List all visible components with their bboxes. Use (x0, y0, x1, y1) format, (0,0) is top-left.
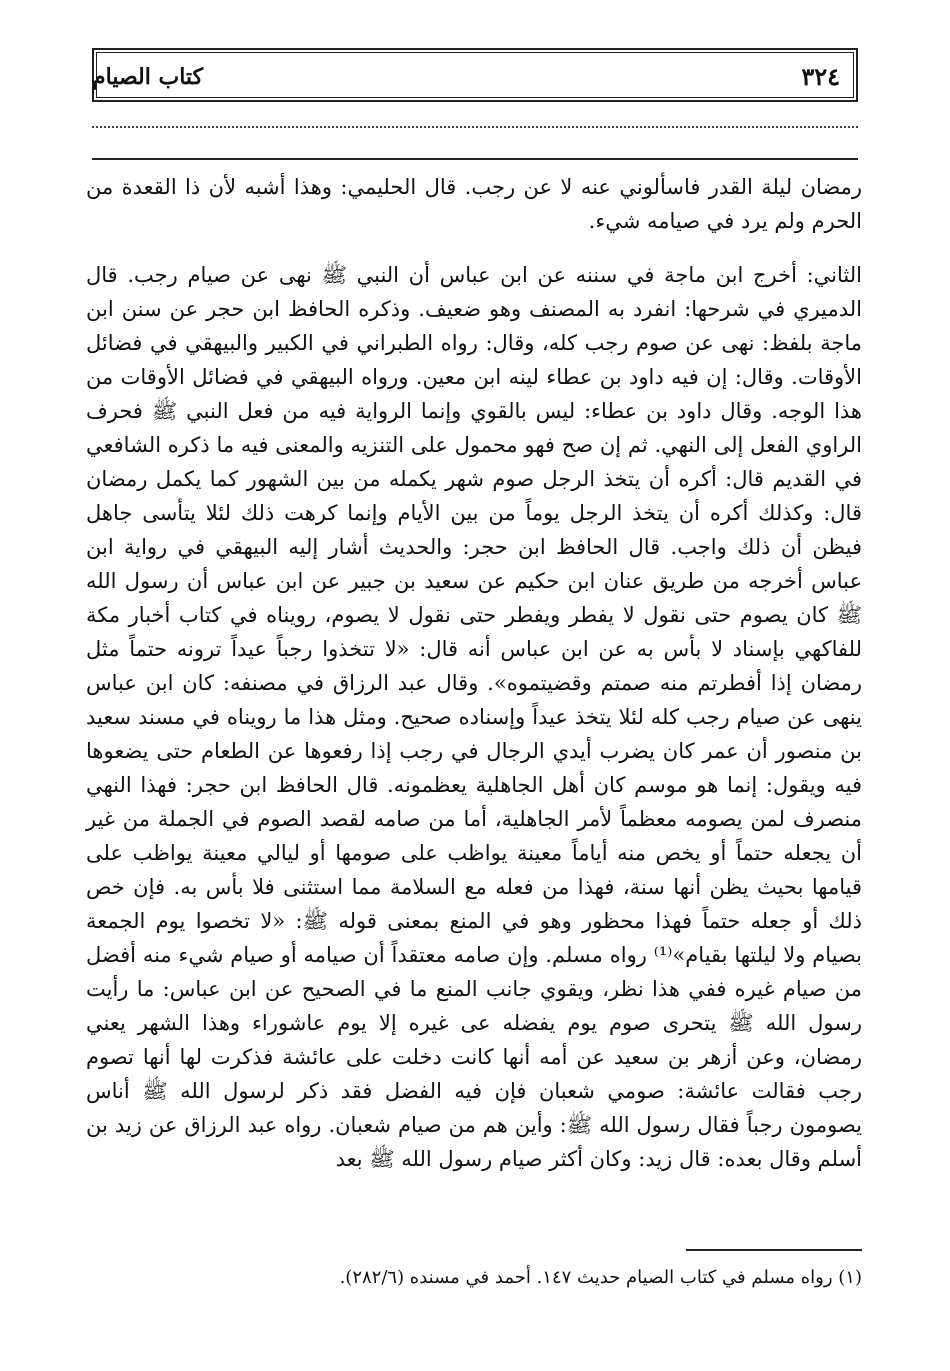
footnote-rule (686, 1249, 862, 1251)
header-rule (92, 158, 858, 160)
page-number: ٣٢٤ (801, 62, 840, 91)
paragraph: رمضان ليلة القدر فاسألوني عنه لا عن رجب. قال الحليمي: وهذا أشبه لأن ذا القعدة من الحرم ولم يرد في صيامه شيء. (86, 175, 862, 233)
footnote: (١) رواه مسلم في كتاب الصيام حديث ١٤٧. أحمد في مسنده (٢٨٢/٦). (339, 1267, 862, 1288)
paragraph: الثاني: أخرج ابن ماجة في سننه عن ابن عباس أن النبي ﷺ نهى عن صيام رجب. قال الدميري في شرحها: انفرد به المصنف وهو ضعيف. وذكره الحافظ ابن حجر عن سنن ابن ماجة بلفظ: نهى عن صوم رجب كله، وقال: رواه الطبراني في الكبير والبيهقي في فضائل الأوقات. وقال: إن فيه داود بن عطاء لينه ابن معين. ورواه البيهقي في فضائل الأوقات من هذا الوجه. وقال داود بن عطاء: ليس بالقوي وإنما الرواية فيه من فعل النبي ﷺ فحرف الراوي الفعل إلى النهي. ثم إن صح فهو محمول على التنزيه والمعنى فيه ما ذكره الشافعي في القديم قال: أكره أن يتخذ الرجل صوم شهر يكمله من بين الشهور كما يكمل رمضان قال: وكذلك أكره أن يتخذ الرجل يوماً من بين الأيام وإنما كرهت ذلك لئلا يتأسى جاهل فيظن أن ذلك واجب. قال الحافظ ابن حجر: والحديث أشار إليه البيهقي في رواية ابن عباس أخرجه من طريق عنان ابن حكيم عن سعيد بن جبير عن ابن عباس أن رسول الله ﷺ كان يصوم حتى نقول لا يفطر ويفطر حتى نقول لا يصوم، رويناه في كتاب أخبار مكة للفاكهي بإسناد لا بأس به عن ابن عباس أنه قال: «لا تتخذوا رجباً عيداً ترونه حتماً مثل رمضان إذا أفطرتم منه صمتم وقضيتموه». وقال عبد الرزاق في مصنفه: كان ابن عباس ينهى عن صيام رجب كله لئلا يتخذ عيداً وإسناده صحيح. ومثل هذا ما رويناه في مسند سعيد بن منصور أن عمر كان يضرب أيدي الرجال في رجب إذا رفعوها عن الطعام حتى يضعوها فيه ويقول: إنما هو موسم كان أهل الجاهلية يعظمونه. قال الحافظ ابن حجر: فهذا النهي منصرف لمن يصومه معظماً لأمر الجاهلية، أما من صامه لقصد الصوم في الجملة من غير أن يجعله حتماً أو يخص منه أياماً معينة يواظب على صومها أو ليالي معينة يواظب على قيامها بحيث يظن أنها سنة، فهذا من فعله مع السلامة مما استثنى فلا بأس به. فإن خص ذلك أو جعله حتماً فهذا محظور وهو في المنع بمعنى قوله ﷺ: «لا تخصوا يوم الجمعة بصيام ولا ليلتها بقيام»⁽¹⁾ رواه مسلم. وإن صامه معتقداً أن صيامه أو صيام شيء منه أفضل من صيام غيره ففي هذا نظر، ويقوي جانب المنع ما في الصحيح عن ابن عباس: ما رأيت رسول الله ﷺ يتحرى صوم يوم يفضله عى غيره إلا يوم عاشوراء وهذا الشهر يعني رمضان، وعن أزهر بن سعيد عن أمه أنها كانت دخلت على عائشة فذكرت لها أنها تصوم رجب فقالت عائشة: صومي شعبان فإن فيه الفضل فقد ذكر لرسول الله ﷺ أناس يصومون رجباً فقال رسول الله ﷺ: وأين هم من صيام شعبان. رواه عبد الرزاق عن زيد بن أسلم وقال بعده: قال زيد: وكان أكثر صيام رسول الله ﷺ بعد (86, 263, 862, 1171)
book-title: كتاب الصيام (92, 64, 204, 90)
header-frame (92, 48, 858, 102)
dotted-divider (92, 126, 858, 128)
main-text (86, 170, 862, 1176)
